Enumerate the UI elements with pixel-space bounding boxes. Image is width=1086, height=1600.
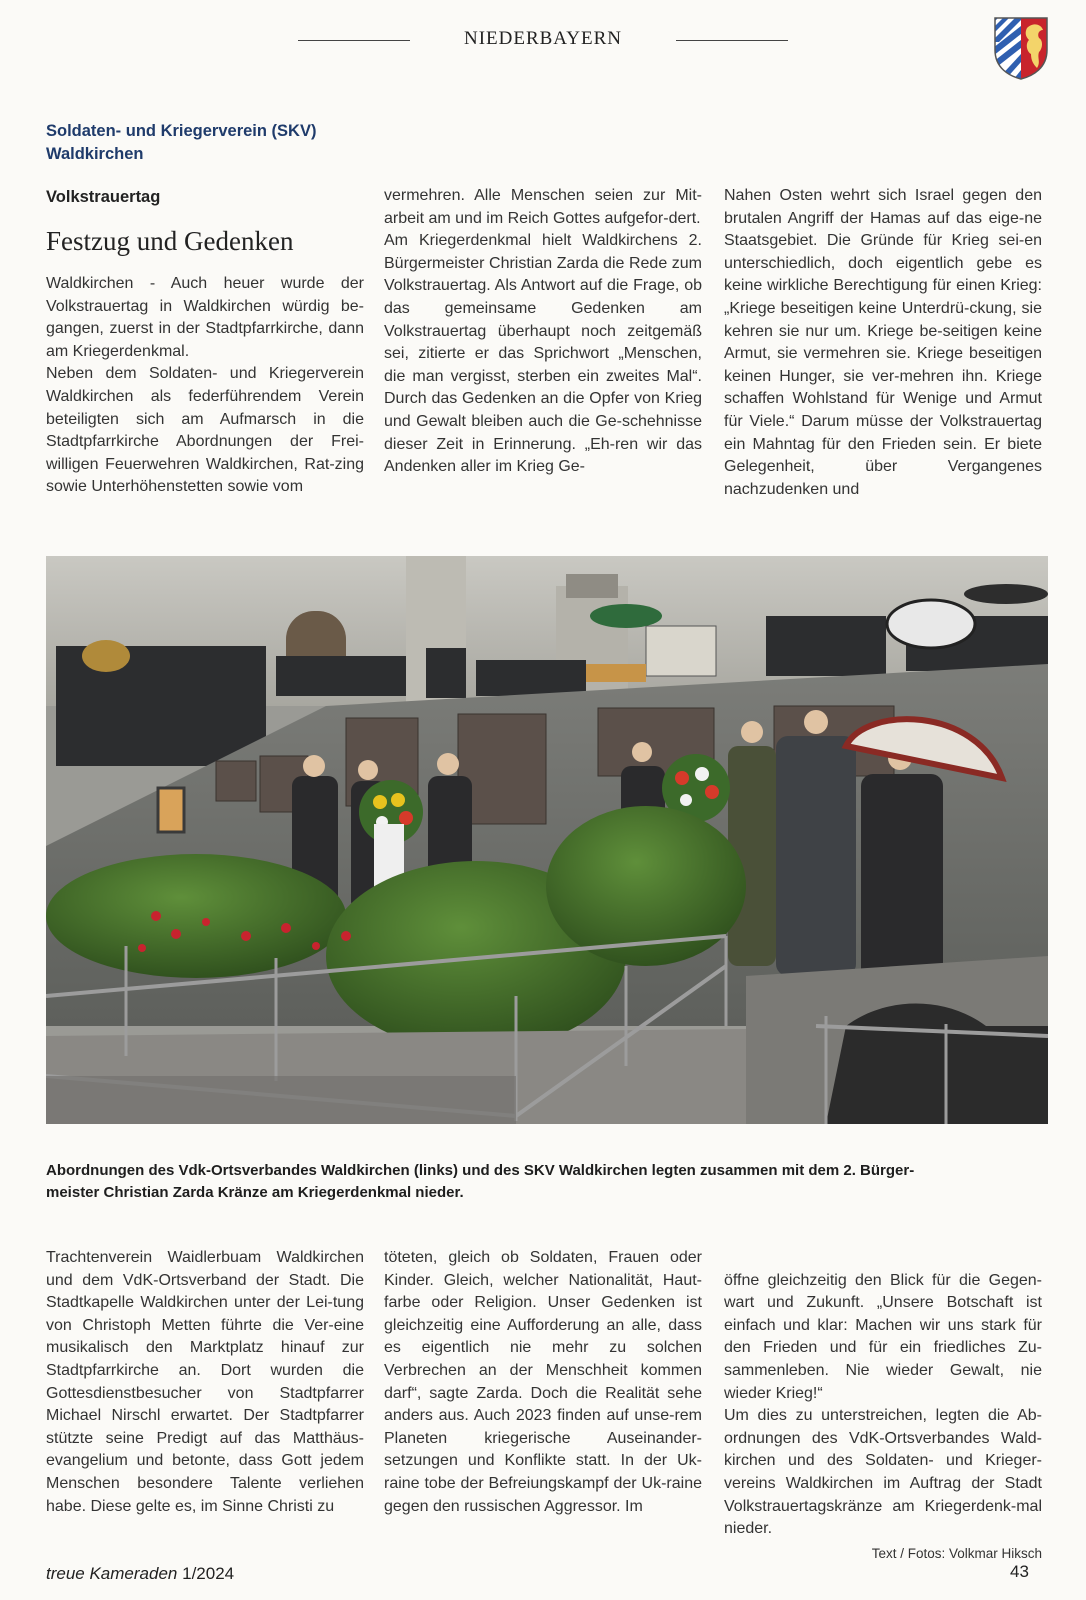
top-column-2: vermehren. Alle Menschen seien zur Mit-arbeit am und im Reich Gottes aufgefor-dert. Am Kriegerdenkmal hielt Waldkirchens 2. Bürgermeister Christian Zarda die Rede zum Volkstrauertag. Als Antwort auf die Frage, ob das gemeinsame Gedenken am Volkstrauertag überhaupt noch zeitgemäß sei, zitierte er das Sprichwort „Menschen, die man vergisst, sterben ein zweites Mal“. Durch das Gedenken an die Opfer von Krieg und Gewalt bleiben auch die Ge-schehnisse dieser Zeit in Erinnerung. „Eh-ren wir das Andenken aller im Krieg Ge- [384, 187, 702, 476]
header-rule-left [298, 40, 410, 41]
section-title: NIEDERBAYERN [463, 28, 623, 49]
memorial-photo [46, 556, 1048, 1124]
photo-credit: Text / Fotos: Volkmar Hiksch [871, 1545, 1042, 1561]
top-column-3: Nahen Osten wehrt sich Israel gegen den brutalen Angriff der Hamas auf das eige-ne Staatsgebiet. Die Gründe für Krieg sei-en unterschiedlich, doch eigentlich gebe es keine wirkliche Berechtigung für einen Krieg: „Kriege beseitigen keine Unterdrü-ckung, sie kehren sie nur um. Kriege be-seitigen keine Armut, sie vermehren sie. Kriege beseitigen keinen Hunger, sie ver-mehren ihn. Kriege schaffen Wohlstand für Wenige und Armut für Viele.“ Darum müsse der Volkstrauertag ein Mahntag für den Frieden sein. Er biete Gelegenheit, über Vergangenes nachzudenken und [724, 187, 1042, 498]
issue-number: 1/2024 [182, 1564, 235, 1583]
header-rule-right [676, 40, 788, 41]
bottom-column-3 [724, 1247, 1042, 1565]
article-kicker: Volkstrauertag [46, 188, 161, 206]
bottom-column-2: töteten, gleich ob Soldaten, Frauen oder Kinder. Gleich, welcher Nationalität, Haut-farbe oder Religion. Unser Gedenken ist gleichzeitig eine Aufforderung an alle, dass es eigentlich nie mehr zu solchen Verbrechen an der Menschheit kommen darf“, sagte Zarda. Doch die Realität sehe anders aus. Auch 2023 finden auf unse-rem Planeten kriegerische Auseinander-setzungen und Konflikte statt. In der Uk-raine tobe der Befreiungskampf der Uk-raine gegen den russischen Aggressor. Im [384, 1249, 702, 1515]
page-number: 43 [1010, 1562, 1029, 1581]
organization-name: Soldaten- und Kriegerverein (SKV) Waldkirchen [46, 122, 317, 163]
photo-caption: Abordnungen des Vdk-Ortsverbandes Waldkirchen (links) und des SKV Waldkirchen legten zusammen mit dem 2. Bürger- meister Christian Zarda Kränze am Kriegerdenkmal nieder. [46, 1162, 915, 1201]
top-column-1: Waldkirchen - Auch heuer wurde der Volkstrauertag in Waldkirchen würdig be-gangen, zuerst in der Stadtpfarrkirche, dann am Kriegerdenkmal. Neben dem Soldaten- und Kriegerverein Waldkirchen als federführendem Verein beteiligten sich am Aufmarsch in die Stadtpfarrkirche Abordnungen der Frei-willigen Feuerwehren Waldkirchen, Rat-zing sowie Unterhöhenstetten sowie vom [46, 275, 364, 496]
coat-of-arms-icon [993, 14, 1049, 80]
bottom-column-3-text: öffne gleichzeitig den Blick für die Gegen-wart und Zukunft. „Unsere Botschaft ist einfach und klar: Machen wir uns stark für den Frieden und für ein friedliches Zu-sammenleben. Nie wieder Gewalt, nie wieder Krieg!“ Um dies zu unterstreichen, legten die Ab-ordnungen des VdK-Ortsverbandes Wald-kirchen und des Soldaten- und Krieger-vereins Waldkirchen im Auftrag der Stadt Volkstrauertagskränze am Kriegerdenk-mal nieder. [724, 1271, 1042, 1538]
footer-publication [46, 1564, 234, 1584]
magazine-name: treue Kameraden [46, 1564, 178, 1583]
bottom-column-1: Trachtenverein Waidlerbuam Waldkirchen und dem VdK-Ortsverband der Stadt. Die Stadtkapelle Waldkirchen unter der Lei-tung von Christoph Metten führte die Ver-eine musikalisch den Marktplatz hinauf zur Stadtpfarrkirche an. Dort wurden die Gottesdienstbesucher von Stadtpfarrer Michael Nirschl erwartet. Der Stadtpfarrer stützte seine Predigt auf das Matthäus-evangelium und betonte, dass Gott jedem Menschen besondere Talente verliehen habe. Diese gelte es, im Sinne Christi zu [46, 1249, 364, 1515]
article-headline: Festzug und Gedenken [46, 226, 294, 256]
